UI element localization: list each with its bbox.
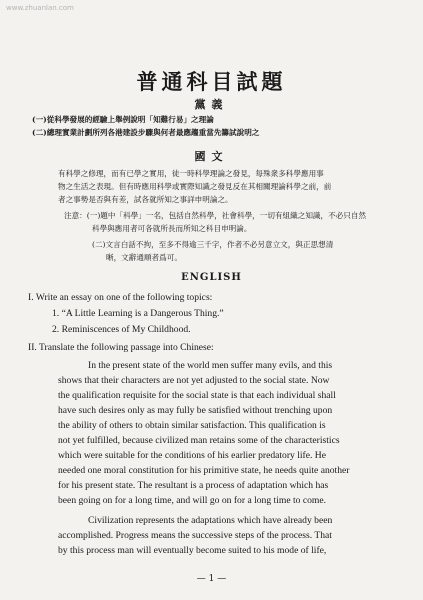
chinese-note-2-line: (二)文言白話不拘，至多不得逾三千字，作者不必另意立文，與正思想清	[92, 240, 334, 249]
english-topic-1: 1. “A Little Learning is a Dangerous Thing.”	[52, 308, 224, 319]
page-number: — 1 —	[196, 574, 227, 584]
chinese-paragraph-line: 者之事勢是否與有差，試各就所知之事詳申明論之。	[58, 195, 233, 204]
passage-line: shows that their characters are not yet adjusted to the social state. Now	[58, 375, 330, 386]
passage-line: accomplished. Progress means the successive steps of the process. That	[58, 530, 332, 541]
page-title: 普通科目試題	[136, 69, 287, 94]
passage-line: been going on for a long time, and will go on for a long time to come.	[58, 495, 327, 506]
passage-line: which were suitable for the conditions of his earlier predatory life. He	[58, 450, 326, 461]
passage-line: for his present state. The resultant is a process of adaptation which has	[58, 480, 329, 491]
chinese-note-1-line: 科學與應用者可各就所長而所知之科目申明論。	[92, 224, 252, 233]
chinese-note-1-line: 注意：(一)題中「科學」一名，包括自然科學，社會科學，一切有組織之知識，不必只自然	[64, 211, 367, 220]
passage-line: have such desires only as may fully be satisfied without trenching upon	[58, 405, 333, 416]
chinese-paragraph-line: 有科學之修理，而有已學之實用，徒一時科學理論之發見，每殊衆多科學應用事	[58, 169, 324, 178]
passage-line: not yet fulfilled, because civilized man retains some of the characteristics	[58, 435, 340, 446]
passage-line: by this process man will eventually become suited to his mode of life,	[58, 545, 327, 556]
english-question-2: II. Translate the following passage into Chinese:	[28, 342, 214, 353]
english-question-1: I. Write an essay on one of the following topics:	[28, 292, 213, 303]
passage-line: the ability of others to obtain similar satisfaction. This qualification is	[58, 420, 326, 431]
passage-line: the qualification requisite for the social state is that each individual shall	[58, 390, 336, 401]
section-heading-party: 黨義	[194, 98, 229, 111]
passage-line: Civilization represents the adaptations which have already been	[88, 515, 333, 526]
english-topic-2: 2. Reminiscences of My Childhood.	[52, 324, 191, 335]
passage-line: needed one moral constitution for his primitive state, he needs quite another	[58, 465, 350, 476]
section-heading-chinese: 國文	[194, 150, 229, 163]
section-heading-english: ENGLISH	[181, 272, 242, 283]
watermark: www.zhuanlan.com	[6, 4, 74, 12]
chinese-note-2-line: 晰，文辭通順者爲可。	[106, 253, 182, 262]
party-question-1: (一)從科學發展的經驗上舉例說明「知難行易」之理論	[32, 115, 214, 124]
chinese-paragraph-line: 物之生活之表現。但有時應用科學或實際知識之發見反在其相關理論科學之前，前	[58, 182, 332, 191]
party-question-2: (二)總理實業計劃所列各港建設步驟與何者最應趨重當先籌試說明之	[32, 128, 260, 137]
passage-line: In the present state of the world men suffer many evils, and this	[88, 360, 333, 371]
